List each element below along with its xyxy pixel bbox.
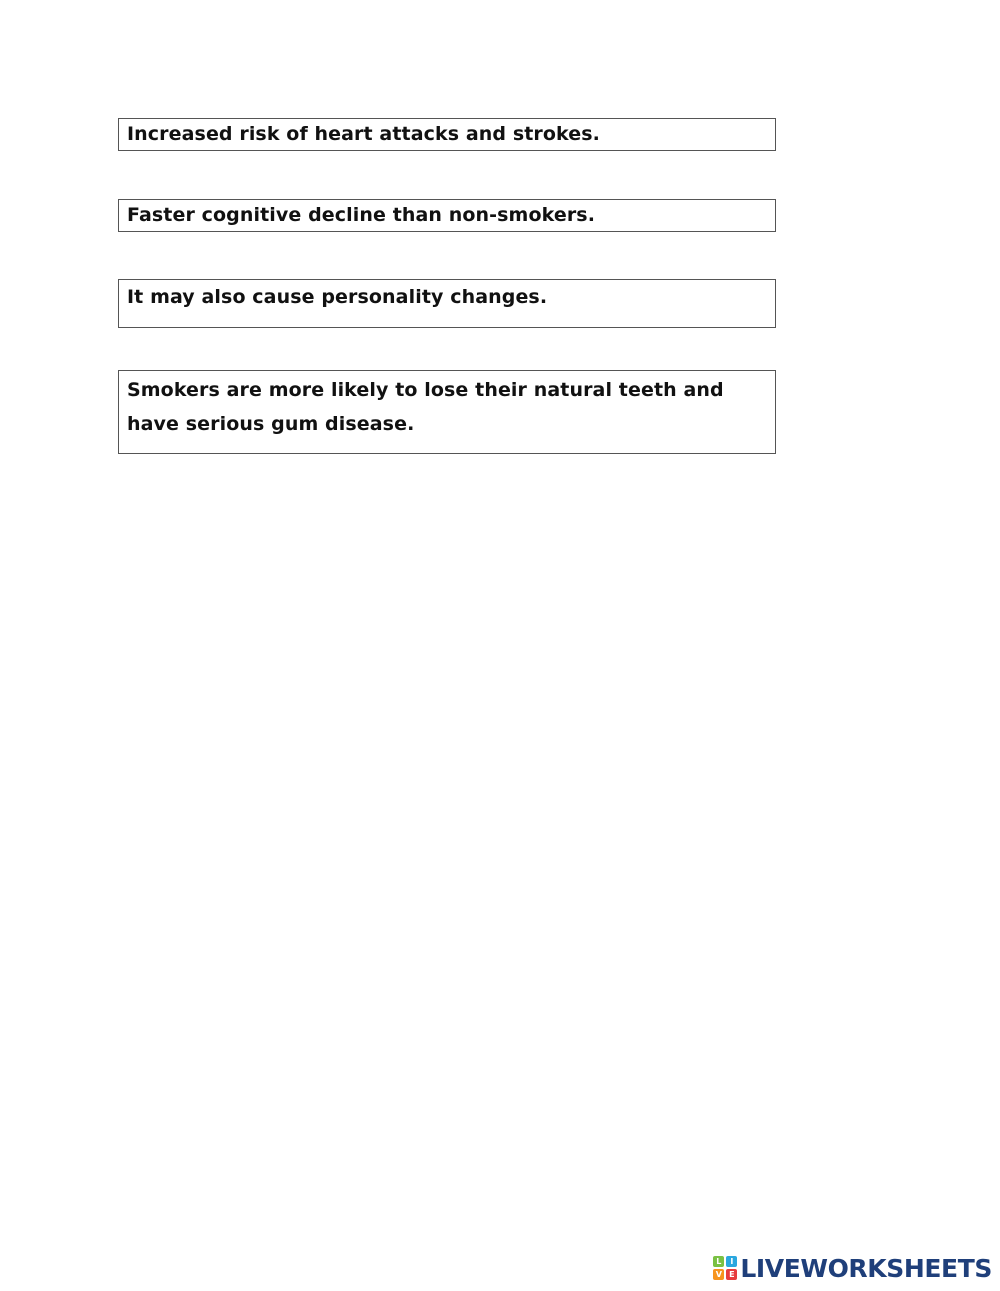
answer-card-text: Faster cognitive decline than non-smokers. [127,204,596,226]
logo-tile-i: I [726,1256,737,1267]
liveworksheets-logo-icon [713,1256,737,1280]
liveworksheets-brand [713,1253,992,1283]
answer-card-text: Increased risk of heart attacks and strokes. [127,123,600,145]
logo-tile-e: E [726,1269,737,1280]
answer-card-text: Smokers are more likely to lose their natural teeth and have serious gum disease. [127,379,724,435]
logo-tile-l: L [713,1256,724,1267]
answer-card-2[interactable] [118,199,776,232]
logo-tile-v: V [713,1269,724,1280]
answer-card-1[interactable] [118,118,776,151]
answer-card-4[interactable] [118,370,776,454]
answer-card-3[interactable] [118,279,776,328]
answer-card-text: It may also cause personality changes. [127,286,548,308]
brand-name: LIVEWORKSHEETS [740,1253,992,1283]
